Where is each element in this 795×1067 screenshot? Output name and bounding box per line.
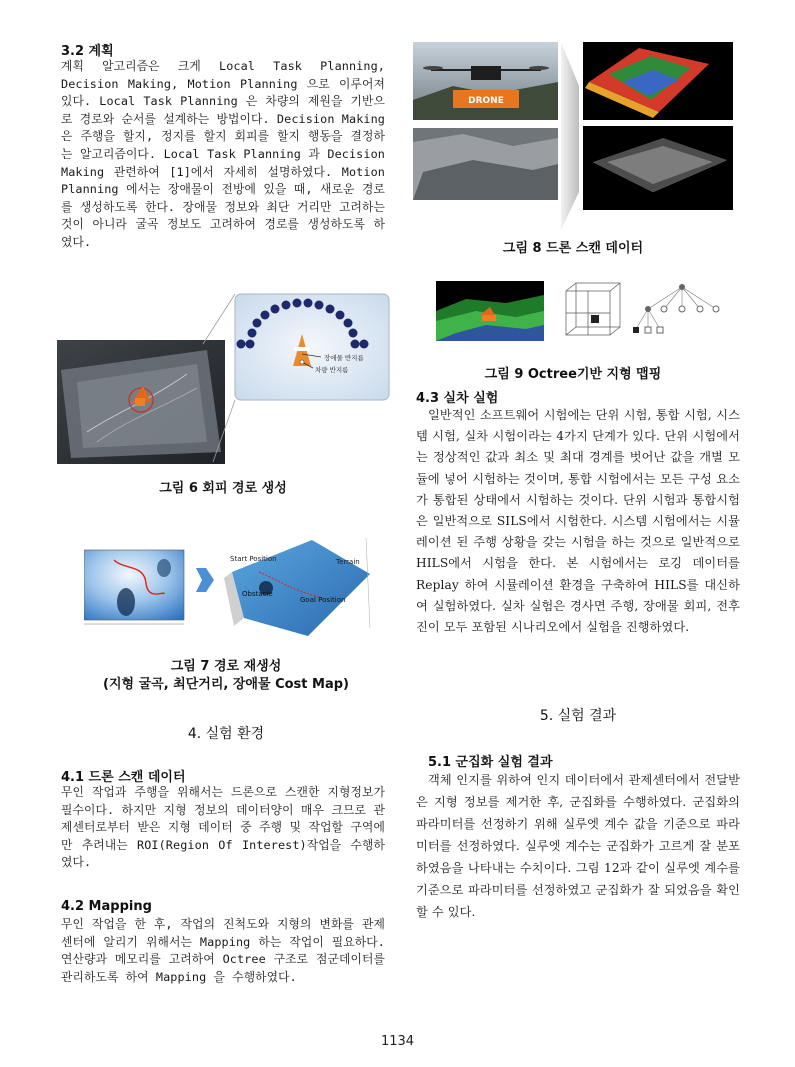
figure-6-avoidance-path [57, 292, 393, 464]
section-4-title: 4. 실험 환경 [187, 726, 265, 742]
fig7-label-goal: Goal Position [300, 596, 346, 604]
section-4-1-title: 4.1 드론 스캔 데이터 [61, 770, 186, 785]
section-4-3-title: 4.3 실차 실험 [416, 391, 499, 406]
figure-8-drone-scan [413, 42, 733, 230]
figure-9-octree-mapping [436, 281, 728, 343]
section-5-title: 5. 실험 결과 [539, 708, 617, 724]
section-4-3-body: 일반적인 소프트웨어 시험에는 단위 시험, 통합 시험, 시스템 시험, 실차 시험이라는 4가지 단계가 있다. 단위 시험에서는 정상적인 값과 최소 및 최대 경계를 벗어난 값을 개별 모듈에 넣어 시험하는 것이며, 통합 시험에서는 모든 구성 요소가 통합된 상태에서 시험하는 것이다. 단위 시험과 통합시험은 일반적으로 SILS에서 시험한다. 시스템 시험에서는 시뮬레이션 된 주행 상황을 갖는 시험을 하는 것으로 일반적으로 HILS에서 시험을 한다. 본 시험에서는 로깅 데이터를 Replay 하여 시뮬레이션 환경을 구축하여 HILS를 대신하여 실험하였다. 실차 실험은 경사면 주행, 장애물 회피, 전후진이 모두 포함된 시나리오에서 실험을 진행하였다. [416, 408, 740, 635]
fig6-label-vehicle-radius: 차량 반지름 [315, 366, 349, 374]
figure-7-caption-line2: (지형 굴곡, 최단거리, 장애물 Cost Map) [103, 677, 349, 692]
page-number: 1134 [380, 1034, 415, 1049]
fig6-label-obstacle-radius: 장애물 반지름 [324, 354, 364, 362]
section-3-2-body: 계획 알고리즘은 크게 Local Task Planning, Decision Making, Motion Planning 으로 이루어져 있다. Local Task Planning 은 차량의 제원을 기반으로 경로와 순서를 설계하는 방법이다. Decision Making 은 주행을 할지, 정지를 할지 회피를 할지 행동을 결정하는 알고리즘이다. Local Task Planning 과 Decision Making 관련하여 [1]에서 자세히 설명하였다. Motion Planning 에서는 장애물이 전방에 있을 때, 새로운 경로를 생성하도록 한다. 장애물 정보와 최단 거리만 고려하는 것이 아니라 굴곡 정보도 고려하여 경로를 생성하도록 하였다. [61, 59, 385, 249]
figure-8-caption: 그림 8 드론 스캔 데이터 [502, 241, 644, 256]
section-4-2-body: 무인 작업을 한 후, 작업의 진척도와 지형의 변화를 관제센터에 알리기 위해서는 Mapping 하는 작업이 필요하다. 연산량과 메모리를 고려하여 Octree 구조로 점군데이터를 관리하도록 하여 Mapping 을 수행하였다. [61, 917, 385, 984]
figure-6-caption: 그림 6 회피 경로 생성 [159, 481, 287, 496]
section-4-2-title: 4.2 Mapping [61, 899, 152, 914]
section-3-2-title: 3.2 계획 [61, 44, 114, 59]
fig8-drone-label: DRONE [468, 96, 504, 106]
section-5-1-body: 객체 인지를 위하여 인지 데이터에서 관제센터에서 전달받은 지형 정보를 제거한 후, 군집화를 수행하였다. 군집화의 파라미터를 선정하기 위해 실루엣 계수 값을 기준으로 파라미터를 선정하였다. 실루엣 계수는 군집화가 고르게 잘 분포하였음을 나타내는 수치이다. 그림 12과 같이 실루엣 계수를 기준으로 파라미터를 선정하였고 군집화가 잘 되었음을 확인할 수 있다. [416, 773, 740, 919]
figure-9-caption: 그림 9 Octree기반 지형 맵핑 [484, 367, 662, 382]
figure-7-caption-line1: 그림 7 경로 재생성 [170, 659, 282, 674]
fig7-label-obstacle: Obstacle [242, 590, 273, 598]
figure-7-path-regeneration [84, 528, 374, 646]
section-5-1-title: 5.1 군집화 실험 결과 [428, 755, 553, 770]
fig7-label-terrain: Terrain [336, 558, 360, 566]
fig7-label-start: Start Position [230, 555, 277, 563]
section-4-1-body: 무인 작업과 주행을 위해서는 드론으로 스캔한 지형정보가 필수이다. 하지만 지형 정보의 데이터양이 매우 크므로 관제센터로부터 받은 지형 데이터 중 주행 및 작업할 구역에만 추려내는 ROI(Region Of Interest)작업을 수행하였다. [61, 785, 385, 870]
